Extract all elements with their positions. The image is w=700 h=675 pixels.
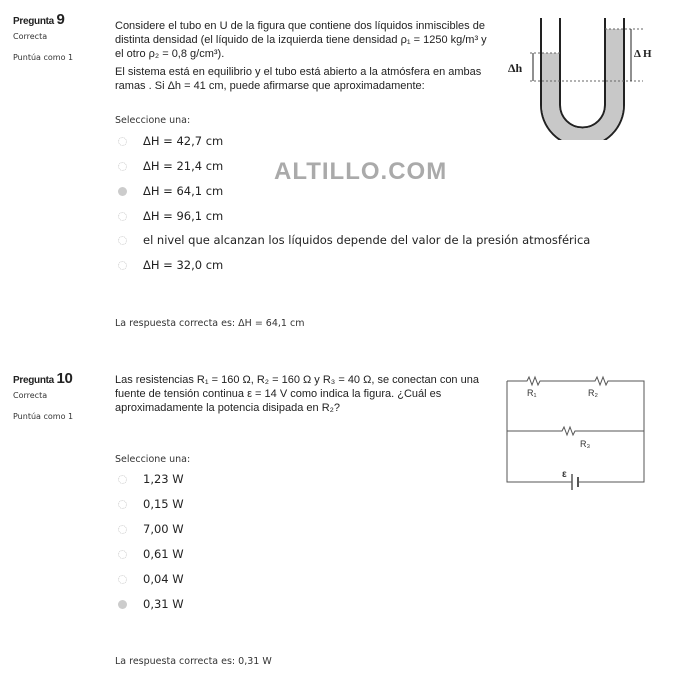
emf-label: ε bbox=[562, 469, 567, 480]
r1-label: R₁ bbox=[527, 388, 537, 398]
radio-button-selected[interactable] bbox=[118, 187, 127, 196]
answer-option[interactable] bbox=[118, 257, 223, 273]
question-text-paragraph: Considere el tubo en U de la figura que contiene dos líquidos inmiscibles de distinta densidad (el líquido de la izquierda tiene densidad ρ₁ = 1250 kg/m³ y el otro ρ₂ = 0,8 g/cm³). bbox=[115, 20, 487, 60]
option-label: 0,61 W bbox=[143, 547, 184, 561]
answer-option[interactable] bbox=[118, 546, 184, 562]
radio-button[interactable] bbox=[118, 236, 127, 245]
question-label: Pregunta bbox=[13, 375, 54, 386]
answer-option[interactable] bbox=[118, 232, 590, 248]
radio-button[interactable] bbox=[118, 525, 127, 534]
r3-label: R₃ bbox=[580, 439, 591, 449]
option-label: 0,04 W bbox=[143, 572, 184, 586]
radio-button[interactable] bbox=[118, 575, 127, 584]
radio-button-selected[interactable] bbox=[118, 600, 127, 609]
question-9-number bbox=[13, 11, 64, 28]
answer-option[interactable] bbox=[118, 596, 184, 612]
answer-option[interactable] bbox=[118, 471, 184, 487]
u-tube-figure bbox=[500, 10, 670, 140]
answer-option[interactable] bbox=[118, 571, 184, 587]
answer-option[interactable] bbox=[118, 183, 223, 199]
select-one-label: Seleccione una: bbox=[115, 115, 191, 126]
radio-button[interactable] bbox=[118, 550, 127, 559]
answer-option[interactable] bbox=[118, 496, 184, 512]
select-one-label: Seleccione una: bbox=[115, 454, 191, 465]
option-label: 1,23 W bbox=[143, 472, 184, 486]
radio-button[interactable] bbox=[118, 475, 127, 484]
question-9-score: Puntúa como 1 bbox=[13, 53, 74, 62]
question-label: Pregunta bbox=[13, 16, 54, 27]
option-label: ΔH = 32,0 cm bbox=[143, 258, 224, 272]
option-label: 7,00 W bbox=[143, 522, 184, 536]
question-9-status: Correcta bbox=[13, 32, 48, 41]
question-10-number bbox=[13, 370, 73, 387]
option-label: ΔH = 42,7 cm bbox=[143, 134, 224, 148]
question-text-paragraph: Las resistencias R₁ = 160 Ω, R₂ = 160 Ω y R₃ = 40 Ω, se conectan con una fuente de tensión continua ε = 14 V como indica la figura. ¿Cuál es aproximadamente la potencia disipada en R₂? bbox=[115, 374, 479, 414]
question-10-status: Correcta bbox=[13, 391, 48, 400]
answer-option[interactable] bbox=[118, 158, 223, 174]
option-label: 0,31 W bbox=[143, 597, 184, 611]
radio-button[interactable] bbox=[118, 137, 127, 146]
question-10-score: Puntúa como 1 bbox=[13, 412, 74, 421]
option-label: 0,15 W bbox=[143, 497, 184, 511]
radio-button[interactable] bbox=[118, 212, 127, 221]
question-number: 9 bbox=[56, 11, 65, 28]
question-number: 10 bbox=[56, 370, 73, 387]
option-label: ΔH = 96,1 cm bbox=[143, 209, 224, 223]
delta-H-label: Δ H bbox=[634, 48, 652, 60]
circuit-figure bbox=[490, 360, 690, 500]
r2-label: R₂ bbox=[588, 388, 598, 398]
correct-answer-feedback: La respuesta correcta es: 0,31 W bbox=[115, 656, 272, 667]
option-label: ΔH = 21,4 cm bbox=[143, 159, 224, 173]
question-10-text bbox=[115, 373, 485, 419]
answer-option[interactable] bbox=[118, 208, 223, 224]
answer-option[interactable] bbox=[118, 521, 184, 537]
question-9-text bbox=[115, 19, 495, 97]
delta-h-label: Δh bbox=[508, 61, 523, 75]
radio-button[interactable] bbox=[118, 500, 127, 509]
radio-button[interactable] bbox=[118, 261, 127, 270]
correct-answer-feedback: La respuesta correcta es: ΔH = 64,1 cm bbox=[115, 318, 305, 329]
option-label: ΔH = 64,1 cm bbox=[143, 184, 224, 198]
watermark: ALTILLO.COM bbox=[274, 158, 448, 185]
answer-option[interactable] bbox=[118, 133, 223, 149]
option-label: el nivel que alcanzan los líquidos depende del valor de la presión atmosférica bbox=[143, 233, 591, 247]
question-text-paragraph: El sistema está en equilibrio y el tubo está abierto a la atmósfera en ambas ramas . Si Δh = 41 cm, puede afirmarse que aproximadamente: bbox=[115, 66, 482, 92]
radio-button[interactable] bbox=[118, 162, 127, 171]
